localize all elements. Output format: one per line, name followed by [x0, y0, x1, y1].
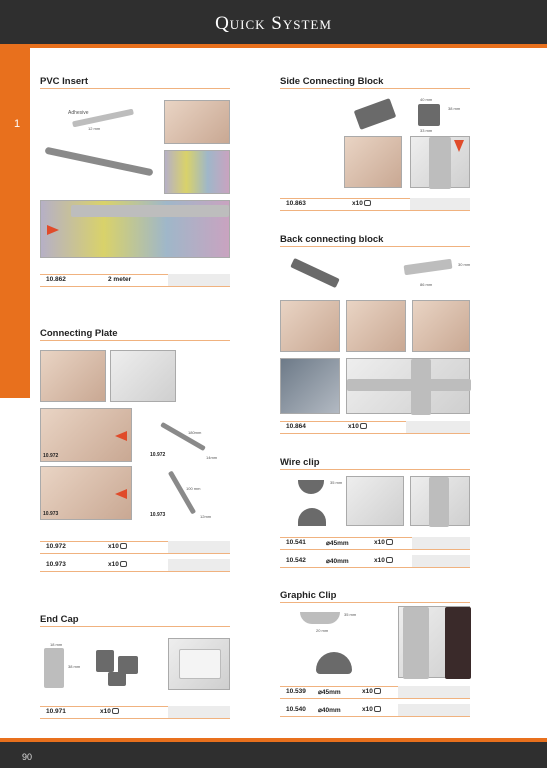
section-underline: [280, 246, 470, 247]
product-quantity: x10: [374, 539, 393, 546]
bag-icon: [120, 543, 127, 549]
graphic-clip-title: Graphic Clip: [280, 590, 337, 601]
product-quantity: x10: [348, 423, 367, 430]
chapter-tab: [0, 48, 30, 398]
product-code: 10.539: [286, 688, 306, 695]
order-box: [168, 274, 230, 286]
product-code: 10.972: [46, 543, 66, 550]
photo-caption: 10.973: [150, 512, 166, 518]
product-diameter: ⌀45mm: [318, 689, 341, 696]
order-box: [412, 537, 470, 549]
product-row: [40, 559, 230, 572]
end-cap-photo: [168, 638, 230, 690]
photo-caption: 10.973: [43, 511, 59, 517]
section-underline: [40, 88, 230, 89]
bag-icon: [386, 539, 393, 545]
chapter-number: 1: [14, 118, 21, 130]
bag-icon: [360, 423, 367, 429]
back-block-photo-1: [280, 300, 340, 352]
back-block-photo-2: [346, 300, 406, 352]
side-block-photo-1: [344, 136, 402, 188]
connecting-plate-photo-2: [110, 350, 176, 402]
pvc-insert-photo-2: [164, 150, 230, 194]
page-title: Quick System: [215, 13, 332, 34]
header-accent-bar: [0, 44, 547, 48]
back-block-photo-4: [280, 358, 340, 414]
product-row: [280, 198, 470, 211]
product-quantity: x10: [108, 561, 127, 568]
product-code: 10.541: [286, 539, 306, 546]
connecting-plate-photo-4: [40, 466, 132, 520]
product-row: [280, 537, 470, 550]
product-quantity: x10: [374, 557, 393, 564]
product-code: 10.973: [46, 561, 66, 568]
product-code: 10.863: [286, 200, 306, 207]
order-box: [398, 704, 470, 716]
product-code: 10.540: [286, 706, 306, 713]
product-code: 10.864: [286, 423, 306, 430]
product-code: 10.542: [286, 557, 306, 564]
photo-caption: 10.972: [43, 453, 59, 459]
product-row: [40, 706, 230, 719]
bag-icon: [120, 561, 127, 567]
order-box: [168, 559, 230, 571]
section-underline: [40, 626, 230, 627]
pvc-insert-photo-3: [40, 200, 230, 258]
product-diameter: ⌀40mm: [318, 707, 341, 714]
product-quantity: 2 meter: [108, 276, 132, 283]
product-diameter: ⌀45mm: [326, 540, 349, 547]
product-code: 10.862: [46, 276, 66, 283]
bag-icon: [112, 708, 119, 714]
wire-clip-title: Wire clip: [280, 457, 320, 468]
product-quantity: x10: [100, 708, 119, 715]
side-block-photo-2: [410, 136, 470, 188]
connecting-plate-photo-3: [40, 408, 132, 462]
product-quantity: x10: [362, 706, 381, 713]
order-box: [412, 555, 470, 567]
product-quantity: x10: [362, 688, 381, 695]
order-box: [168, 706, 230, 718]
connecting-plate-photo-1: [40, 350, 106, 402]
product-row: [280, 704, 470, 717]
back-block-title: Back connecting block: [280, 234, 384, 245]
pvc-insert-photo-1: [164, 100, 230, 144]
order-box: [398, 686, 470, 698]
photo-caption: 10.972: [150, 452, 166, 458]
section-underline: [280, 88, 470, 89]
product-row: [280, 555, 470, 568]
page-header: [0, 0, 547, 44]
side-block-title: Side Connecting Block: [280, 76, 384, 87]
back-block-photo-5: [346, 358, 470, 414]
section-underline: [280, 602, 470, 603]
order-box: [168, 541, 230, 553]
connecting-plate-title: Connecting Plate: [40, 328, 118, 339]
page-footer: [0, 738, 547, 768]
back-block-photo-3: [412, 300, 470, 352]
product-row: [40, 541, 230, 554]
page-number: 90: [22, 752, 33, 762]
bag-icon: [386, 557, 393, 563]
pvc-insert-title: PVC Insert: [40, 76, 89, 87]
order-box: [410, 198, 470, 210]
product-row: [280, 686, 470, 699]
bag-icon: [374, 706, 381, 712]
product-quantity: x10: [108, 543, 127, 550]
bag-icon: [374, 688, 381, 694]
graphic-clip-photo: [398, 606, 470, 678]
product-row: [40, 274, 230, 287]
product-quantity: x10: [352, 200, 371, 207]
product-code: 10.971: [46, 708, 66, 715]
product-diameter: ⌀40mm: [326, 558, 349, 565]
section-underline: [280, 469, 470, 470]
wire-clip-photo-2: [410, 476, 470, 526]
wire-clip-photo-1: [346, 476, 404, 526]
bag-icon: [364, 200, 371, 206]
order-box: [406, 421, 470, 433]
end-cap-title: End Cap: [40, 614, 79, 625]
section-underline: [40, 340, 230, 341]
product-row: [280, 421, 470, 434]
